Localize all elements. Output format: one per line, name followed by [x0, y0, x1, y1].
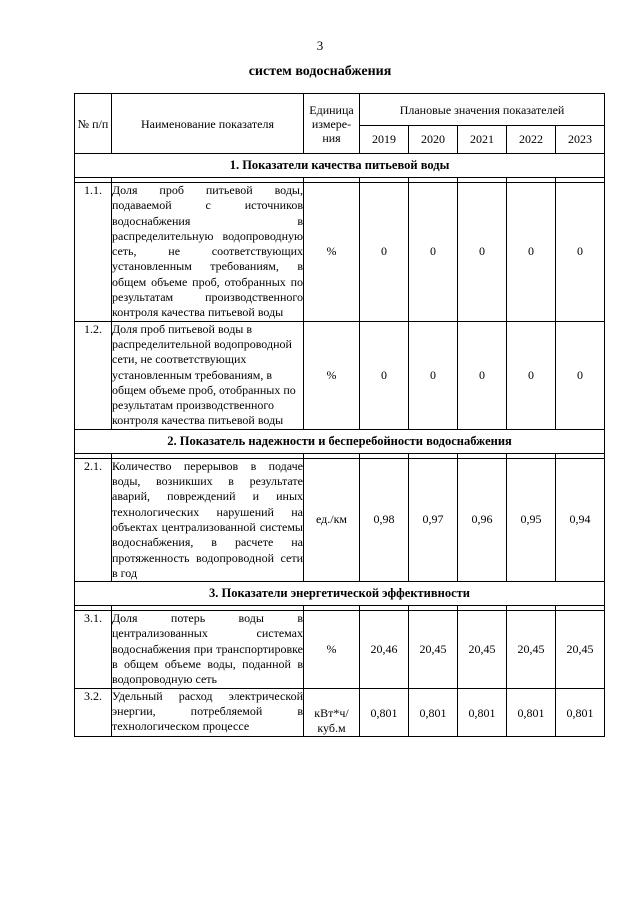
unit-cell: %	[304, 611, 360, 688]
value-cell: 0,801	[360, 688, 409, 736]
header-indicator-name: Наименование показателя	[112, 94, 304, 154]
value-cell: 0	[409, 183, 458, 322]
header-year: 2023	[556, 126, 605, 154]
value-cell: 0	[458, 321, 507, 429]
row-number: 2.1.	[75, 458, 112, 581]
value-cell: 20,45	[458, 611, 507, 688]
header-planned-values: Плановые значения показателей	[360, 94, 605, 126]
section-header	[75, 582, 605, 606]
row-number: 3.2.	[75, 688, 112, 736]
value-cell: 0,96	[458, 458, 507, 581]
value-cell: 20,46	[360, 611, 409, 688]
unit-cell: %	[304, 183, 360, 322]
table-row	[75, 183, 605, 322]
indicator-name: Доля проб питьевой воды, подаваемой с источников водоснабжения в распределительную водопроводную сеть, не соответствующих установленным требованиям, в общем объеме проб, отобранных по результатам производственного контроля качества питьевой воды	[112, 183, 303, 320]
value-cell: 0,801	[409, 688, 458, 736]
header-unit: Единица измере-ния	[304, 94, 360, 154]
header-year: 2021	[458, 126, 507, 154]
value-cell: 20,45	[507, 611, 556, 688]
indicator-name: Удельный расход электрической энергии, потребляемой в технологическом процессе	[112, 688, 304, 736]
value-cell: 0,97	[409, 458, 458, 581]
row-number: 1.2.	[75, 321, 112, 429]
section-title: 1. Показатели качества питьевой воды	[75, 154, 605, 178]
value-cell: 20,45	[409, 611, 458, 688]
section-header	[75, 154, 605, 178]
header-year: 2022	[507, 126, 556, 154]
header-number: № п/п	[75, 94, 112, 154]
value-cell: 0,801	[458, 688, 507, 736]
indicator-name: Количество перерывов в подаче воды, возникших в результате аварий, повреждений и иных технологических нарушений на объектах централизованной системы водоснабжения, в расчете на протяженность водопроводной сети в год	[112, 458, 303, 580]
unit-cell: ед./км	[304, 458, 360, 581]
value-cell: 0	[409, 321, 458, 429]
header-year: 2020	[409, 126, 458, 154]
indicator-name: Доля проб питьевой воды в распределительной водопроводной сети, не соответствующих установленным требованиям, в общем объеме проб, отобранных по результатам производственного контроля качества питьевой воды	[112, 321, 304, 429]
value-cell: 0	[360, 183, 409, 322]
value-cell: 0	[360, 321, 409, 429]
section-header	[75, 429, 605, 453]
value-cell: 0	[556, 321, 605, 429]
header-year: 2019	[360, 126, 409, 154]
value-cell: 20,45	[556, 611, 605, 688]
document-title: систем водоснабжения	[248, 64, 392, 79]
value-cell: 0,801	[507, 688, 556, 736]
section-title: 3. Показатели энергетической эффективности	[75, 582, 605, 606]
value-cell: 0,94	[556, 458, 605, 581]
unit-cell: кВт*ч/ куб.м	[304, 688, 360, 736]
value-cell: 0	[556, 183, 605, 322]
indicator-name: Доля потерь воды в централизованных системах водоснабжения при транспортировке в общем объеме воды, поданной в водопроводную сеть	[112, 611, 303, 687]
table-row	[75, 458, 605, 581]
value-cell: 0,95	[507, 458, 556, 581]
table-row	[75, 611, 605, 688]
value-cell: 0,98	[360, 458, 409, 581]
table-row	[75, 688, 605, 736]
value-cell: 0	[458, 183, 507, 322]
page-number: 3	[316, 38, 324, 53]
value-cell: 0	[507, 321, 556, 429]
value-cell: 0,801	[556, 688, 605, 736]
row-number: 1.1.	[75, 183, 112, 322]
indicators-table	[74, 93, 605, 737]
value-cell: 0	[507, 183, 556, 322]
section-title: 2. Показатель надежности и бесперебойности водоснабжения	[75, 429, 605, 453]
unit-cell: %	[304, 321, 360, 429]
table-row	[75, 321, 605, 429]
row-number: 3.1.	[75, 611, 112, 688]
